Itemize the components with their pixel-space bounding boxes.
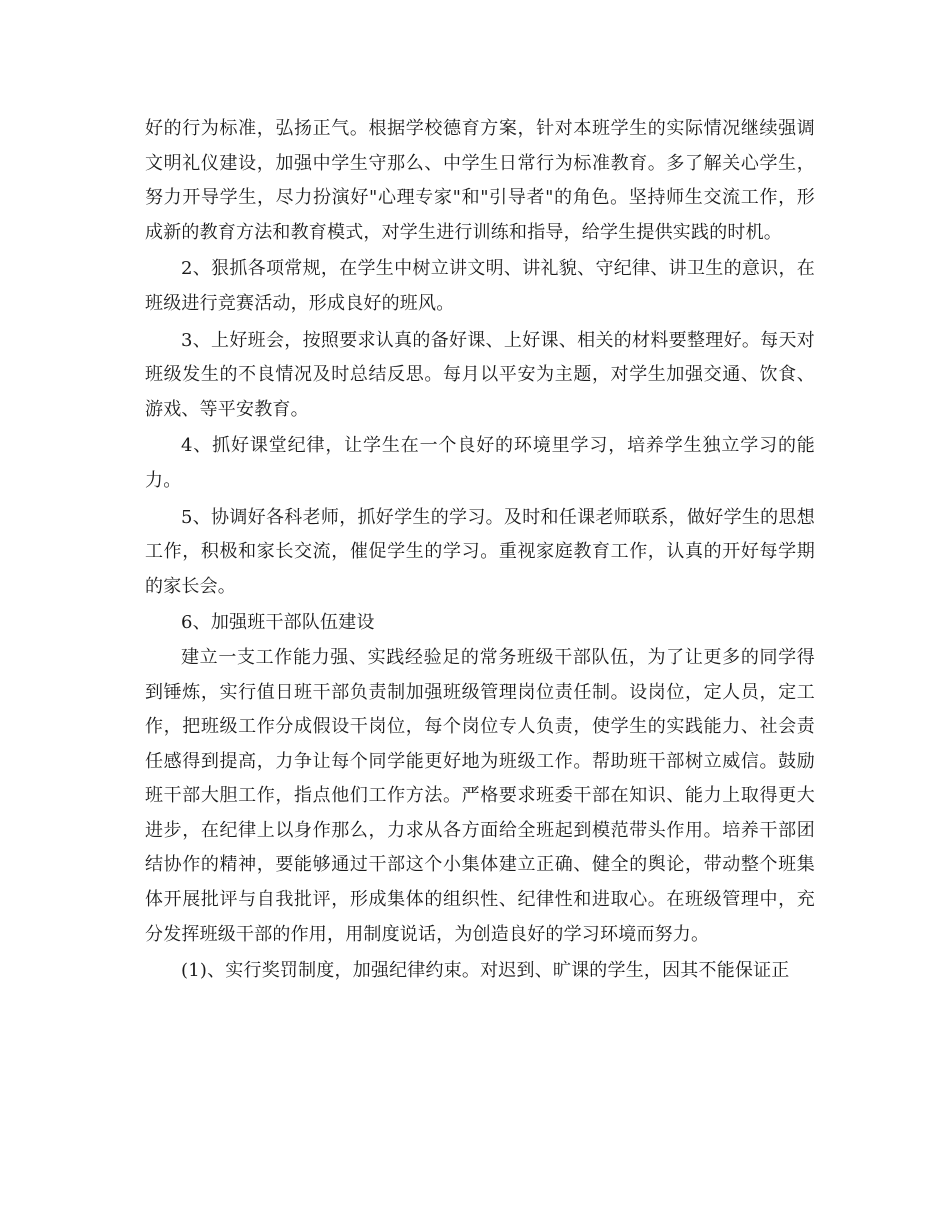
paragraph-continuation: 好的行为标准，弘扬正气。根据学校德育方案，针对本班学生的实际情况继续强调文明礼仪建设，加强中学生守那么、中学生日常行为标准教育。多了解关心学生，努力开导学生，尽力扮演好"心理专家"和"引导者"的角色。坚持师生交流工作，形成新的教育方法和教育模式，对学生进行训练和指导，给学生提供实践的时机。 xyxy=(145,118,815,243)
paragraph-item-5: 5、协调好各科老师，抓好学生的学习。及时和任课老师联系，做好学生的思想工作，积极和家长交流，催促学生的学习。重视家庭教育工作，认真的开好每学期的家长会。 xyxy=(145,506,815,597)
paragraph-sub-item-1: (1)、实行奖罚制度，加强纪律约束。对迟到、旷课的学生，因其不能保证正 xyxy=(181,960,790,982)
document-body xyxy=(145,112,815,989)
paragraph-item-2: 2、狠抓各项常规，在学生中树立讲文明、讲礼貌、守纪律、讲卫生的意识，在班级进行竞赛活动，形成良好的班风。 xyxy=(145,258,815,314)
paragraph-class-cadre: 建立一支工作能力强、实践经验足的常务班级干部队伍，为了让更多的同学得到锤炼，实行值日班干部负责制加强班级管理岗位责任制。设岗位，定人员，定工作，把班级工作分成假设干岗位，每个岗位专人负责，使学生的实践能力、社会责任感得到提高，力争让每个同学能更好地为班级工作。帮助班干部树立威信。鼓励班干部大胆工作，指点他们工作方法。严格要求班委干部在知识、能力上取得更大进步，在纪律上以身作那么，力求从各方面给全班起到模范带头作用。培养干部团结协作的精神，要能够通过干部这个小集体建立正确、健全的舆论，带动整个班集体开展批评与自我批评，形成集体的组织性、纪律性和进取心。在班级管理中，充分发挥班级干部的作用，用制度说话，为创造良好的学习环境而努力。 xyxy=(145,646,815,945)
section-heading-6: 6、加强班干部队伍建设 xyxy=(181,612,375,634)
paragraph-item-3: 3、上好班会，按照要求认真的备好课、上好课、相关的材料要整理好。每天对班级发生的不良情况及时总结反思。每月以平安为主题，对学生加强交通、饮食、游戏、等平安教育。 xyxy=(145,329,815,420)
paragraph-item-4: 4、抓好课堂纪律，让学生在一个良好的环境里学习，培养学生独立学习的能力。 xyxy=(145,435,815,491)
